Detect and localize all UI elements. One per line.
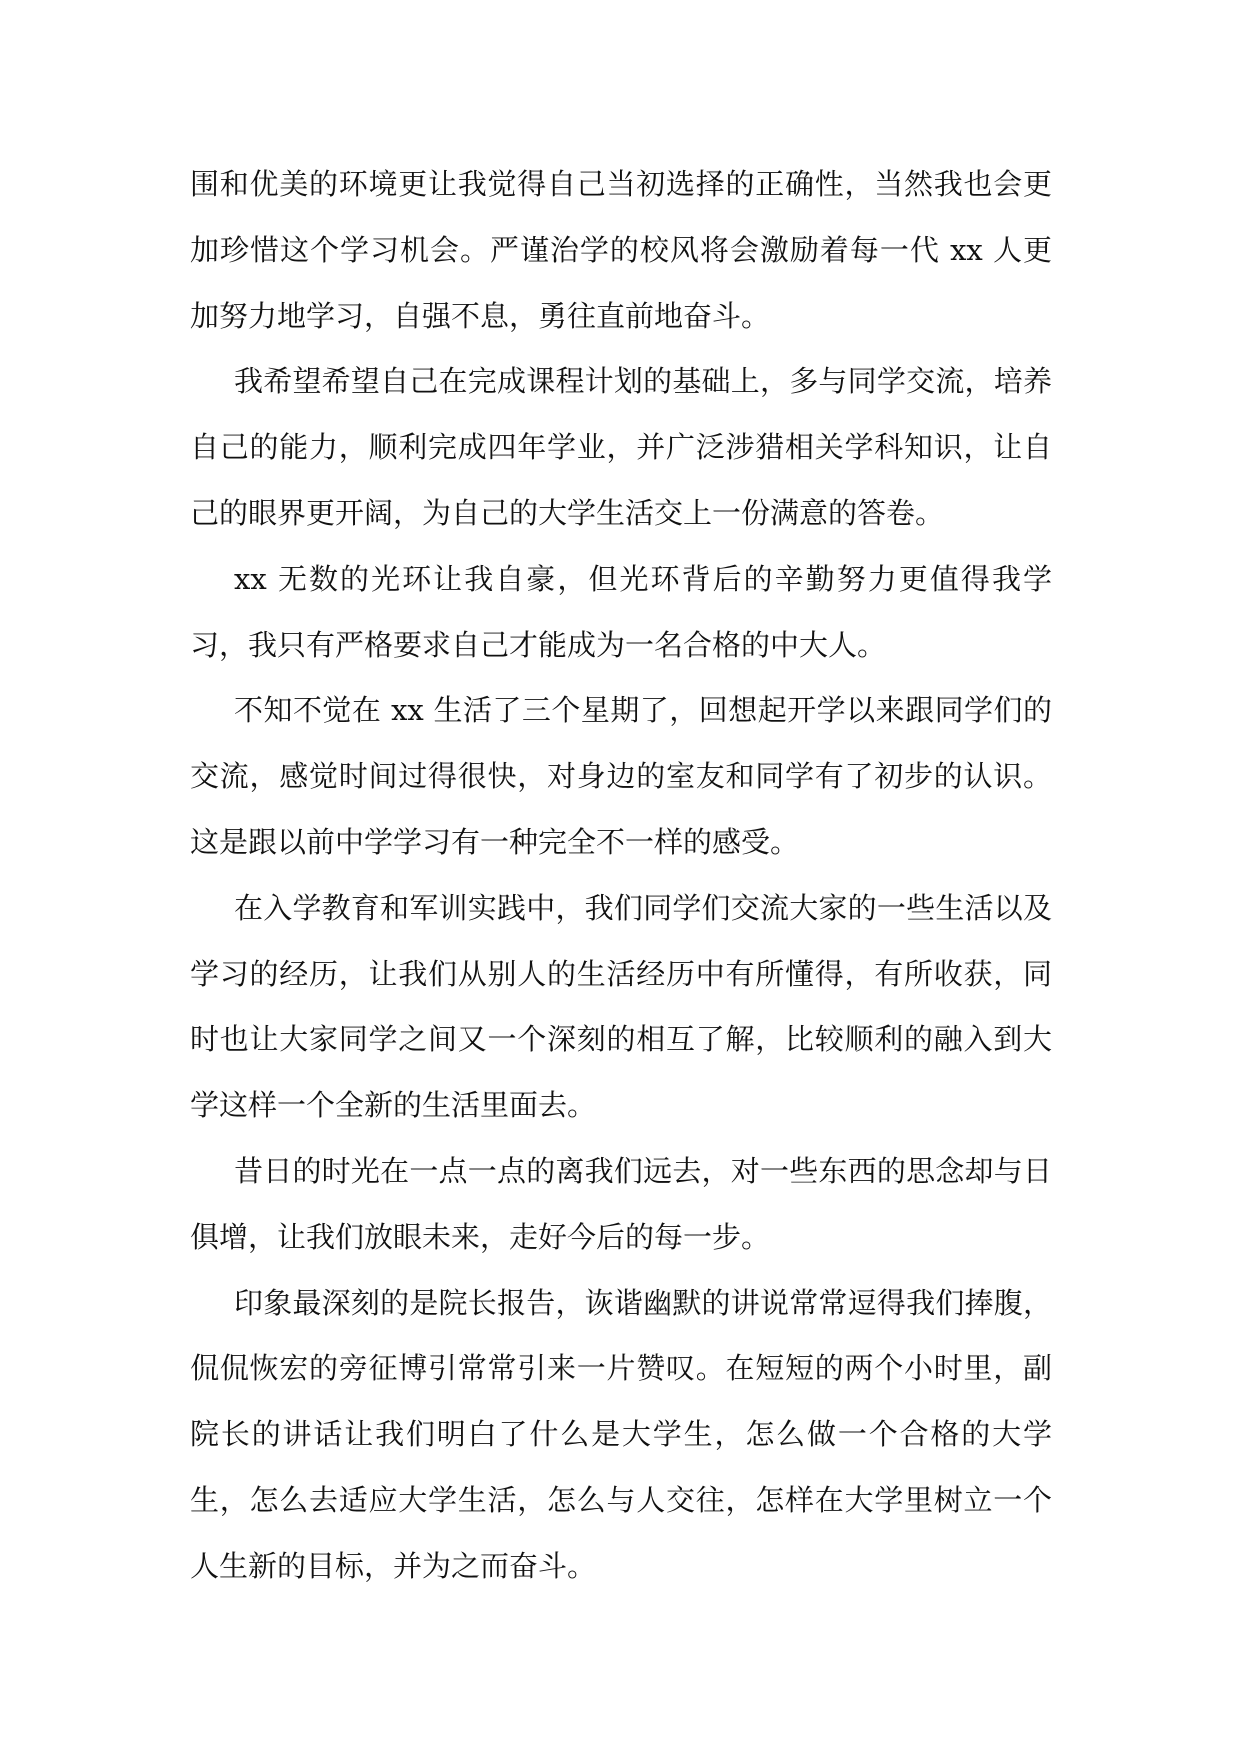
document-body [190, 152, 1052, 1600]
paragraph-2: 我希望希望自己在完成课程计划的基础上，多与同学交流，培养自己的能力，顺利完成四年学业，并广泛涉猎相关学科知识，让自己的眼界更开阔，为自己的大学生活交上一份满意的答卷。 [190, 364, 1052, 530]
paragraph-1: 围和优美的环境更让我觉得自己当初选择的正确性，当然我也会更加珍惜这个学习机会。严谨治学的校风将会激励着每一代 xx 人更加努力地学习，自强不息，勇往直前地奋斗。 [190, 167, 1052, 333]
paragraph-7: 印象最深刻的是院长报告，诙谐幽默的讲说常常逗得我们捧腹，侃侃恢宏的旁征博引常常引来一片赞叹。在短短的两个小时里，副院长的讲话让我们明白了什么是大学生，怎么做一个合格的大学生，怎么去适应大学生活，怎么与人交往，怎样在大学里树立一个人生新的目标，并为之而奋斗。 [190, 1285, 1052, 1583]
paragraph-3: xx 无数的光环让我自豪，但光环背后的辛勤努力更值得我学习，我只有严格要求自己才能成为一名合格的中大人。 [190, 561, 1052, 662]
paragraph-5: 在入学教育和军训实践中，我们同学们交流大家的一些生活以及学习的经历，让我们从别人的生活经历中有所懂得，有所收获，同时也让大家同学之间又一个深刻的相互了解，比较顺利的融入到大学这样一个全新的生活里面去。 [190, 890, 1052, 1123]
paragraph-6: 昔日的时光在一点一点的离我们远去，对一些东西的思念却与日俱增，让我们放眼未来，走好今后的每一步。 [190, 1153, 1052, 1254]
paragraph-4: 不知不觉在 xx 生活了三个星期了，回想起开学以来跟同学们的交流，感觉时间过得很快，对身边的室友和同学有了初步的认识。这是跟以前中学学习有一种完全不一样的感受。 [190, 693, 1052, 859]
